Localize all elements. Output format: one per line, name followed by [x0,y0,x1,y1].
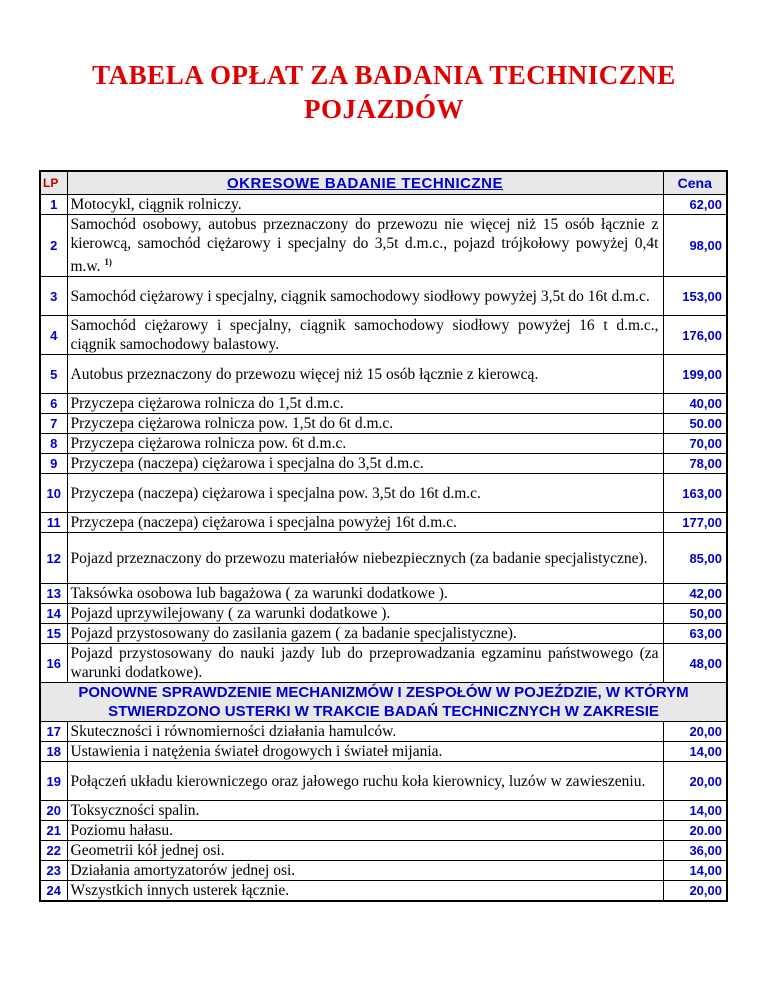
row-number: 17 [40,722,67,742]
row-description-text: Pojazd uprzywilejowany ( za warunki dodatkowe ). [70,605,391,623]
row-price: 42,00 [663,584,727,604]
table-row [40,584,727,604]
row-price: 48,00 [663,644,727,683]
row-price: 177,00 [663,513,727,533]
reinspection-rows [40,722,727,902]
table-row [40,881,727,902]
row-description [67,277,663,316]
header-price: Cena [663,171,727,195]
row-description [67,821,663,841]
row-number: 9 [40,454,67,474]
row-number: 13 [40,584,67,604]
row-number: 22 [40,841,67,861]
table-row [40,394,727,414]
row-price: 14,00 [663,742,727,762]
row-price: 85,00 [663,533,727,584]
page-title [0,58,768,126]
row-price: 50.00 [663,414,727,434]
row-description-text: Pojazd przeznaczony do przewozu materiałów niebezpiecznych (za badanie specjalistyczne). [70,549,648,567]
row-price: 98,00 [663,215,727,277]
row-description [67,722,663,742]
row-description-text: Przyczepa (naczepa) ciężarowa i specjalna powyżej 16t d.m.c. [70,514,457,532]
row-description-text: Samochód ciężarowy i specjalny, ciągnik samochodowy siodłowy powyżej 16 t d.m.c., ciągnik samochodowy balastowy. [70,317,659,354]
row-description-text: Pojazd przystosowany do zasilania gazem ( za badanie specjalistyczne). [70,625,517,643]
row-description [67,355,663,394]
row-number: 16 [40,644,67,683]
row-description [67,624,663,644]
row-description [67,881,663,902]
table-row [40,533,727,584]
table-row [40,821,727,841]
row-number: 6 [40,394,67,414]
row-description-text: Działania amortyzatorów jednej osi. [70,862,296,880]
row-description-text: Samochód osobowy, autobus przeznaczony do przewozu nie więcej niż 15 osób łącznie z kierowcą, samochód ciężarowy i specjalny do 3,5t d.m.c., pojazd trójkołowy powyżej 0,4t m.w. [70,216,659,276]
table-row [40,474,727,513]
row-description [67,513,663,533]
row-number: 23 [40,861,67,881]
row-description-text: Skuteczności i równomierności działania hamulców. [70,723,397,741]
table-row [40,742,727,762]
row-number: 18 [40,742,67,762]
row-price: 40,00 [663,394,727,414]
row-description-text: Przyczepa ciężarowa rolnicza pow. 1,5t do 6t d.m.c. [70,415,394,433]
row-price: 14,00 [663,861,727,881]
table-row [40,215,727,277]
row-description [67,841,663,861]
row-description [67,533,663,584]
row-description [67,644,663,683]
row-description [67,742,663,762]
row-description-text: Taksówka osobowa lub bagażowa ( za warunki dodatkowe ). [70,585,448,603]
row-description [67,584,663,604]
row-description [67,434,663,454]
table-row [40,195,727,215]
row-price: 20,00 [663,762,727,801]
row-price: 20,00 [663,722,727,742]
row-description-text: Autobus przeznaczony do przewozu więcej niż 15 osób łącznie z kierowcą. [70,365,539,383]
row-number: 10 [40,474,67,513]
table-row [40,434,727,454]
row-number: 4 [40,316,67,355]
table-row [40,355,727,394]
row-number: 15 [40,624,67,644]
table-row [40,762,727,801]
fee-table [39,170,728,902]
section2-title: PONOWNE SPRAWDZENIE MECHANIZMÓW I ZESPOŁÓW W POJEŹDZIE, W KTÓRYM STWIERDZONO USTERKI W TRAKCIE BADAŃ TECHNICZNYCH W ZAKRESIE [40,683,727,722]
row-description [67,861,663,881]
row-number: 20 [40,801,67,821]
row-description [67,801,663,821]
row-description-text: Ustawienia i natężenia świateł drogowych i świateł mijania. [70,743,443,761]
footnote-marker: 1) [104,257,112,267]
row-price: 50,00 [663,604,727,624]
table-row [40,722,727,742]
row-description-text: Samochód ciężarowy i specjalny, ciągnik samochodowy siodłowy powyżej 3,5t do 16t d.m.c. [70,287,650,305]
table-row [40,861,727,881]
row-price: 163,00 [663,474,727,513]
section-band [40,683,727,722]
row-number: 19 [40,762,67,801]
table-row [40,841,727,861]
row-number: 3 [40,277,67,316]
row-description-text: Przyczepa ciężarowa rolnicza do 1,5t d.m.c. [70,395,344,413]
row-price: 153,00 [663,277,727,316]
header-section-title: OKRESOWE BADANIE TECHNICZNE [67,171,663,195]
row-description-text: Motocykl, ciągnik rolniczy. [70,196,242,213]
row-price: 62,00 [663,195,727,215]
row-description [67,604,663,624]
table-row [40,624,727,644]
row-description [67,454,663,474]
row-description [67,762,663,801]
title-line-1: TABELA OPŁAT ZA BADANIA TECHNICZNE [92,60,676,90]
row-description [67,474,663,513]
row-price: 20,00 [663,881,727,902]
row-number: 2 [40,215,67,277]
row-description-text: Geometrii kół jednej osi. [70,842,225,860]
row-price: 36,00 [663,841,727,861]
row-description-text: Wszystkich innych usterek łącznie. [70,882,290,900]
row-price: 199,00 [663,355,727,394]
table-header [40,171,727,195]
table-row [40,604,727,624]
row-number: 1 [40,195,67,215]
row-description-text: Poziomu hałasu. [70,822,173,840]
row-number: 14 [40,604,67,624]
row-price: 176,00 [663,316,727,355]
row-description [67,394,663,414]
periodic-inspection-rows [40,195,727,683]
table-row [40,644,727,683]
table-row [40,414,727,434]
row-price: 78,00 [663,454,727,474]
row-price: 20.00 [663,821,727,841]
row-number: 7 [40,414,67,434]
row-number: 5 [40,355,67,394]
table-row [40,801,727,821]
row-description [67,316,663,355]
row-price: 70,00 [663,434,727,454]
row-description-text: Przyczepa (naczepa) ciężarowa i specjalna do 3,5t d.m.c. [70,455,424,473]
row-description [67,414,663,434]
table-row [40,513,727,533]
row-number: 24 [40,881,67,902]
table-row [40,316,727,355]
row-description-text: Przyczepa ciężarowa rolnicza pow. 6t d.m.c. [70,435,347,453]
table-row [40,277,727,316]
row-description-text: Połączeń układu kierowniczego oraz jałowego ruchu koła kierownicy, luzów w zawieszeniu. [70,772,646,790]
row-description-text: Przyczepa (naczepa) ciężarowa i specjalna pow. 3,5t do 16t d.m.c. [70,484,481,502]
header-lp: LP [40,171,67,195]
row-description [67,195,663,215]
row-description-text: Toksyczności spalin. [70,802,200,820]
title-line-2: POJAZDÓW [303,94,464,124]
row-number: 12 [40,533,67,584]
row-price: 14,00 [663,801,727,821]
row-number: 21 [40,821,67,841]
row-description [67,215,663,277]
row-description-text: Pojazd przystosowany do nauki jazdy lub do przeprowadzania egzaminu państwowego (za warunki dodatkowe). [70,645,659,682]
row-price: 63,00 [663,624,727,644]
table-row [40,454,727,474]
row-number: 8 [40,434,67,454]
row-number: 11 [40,513,67,533]
